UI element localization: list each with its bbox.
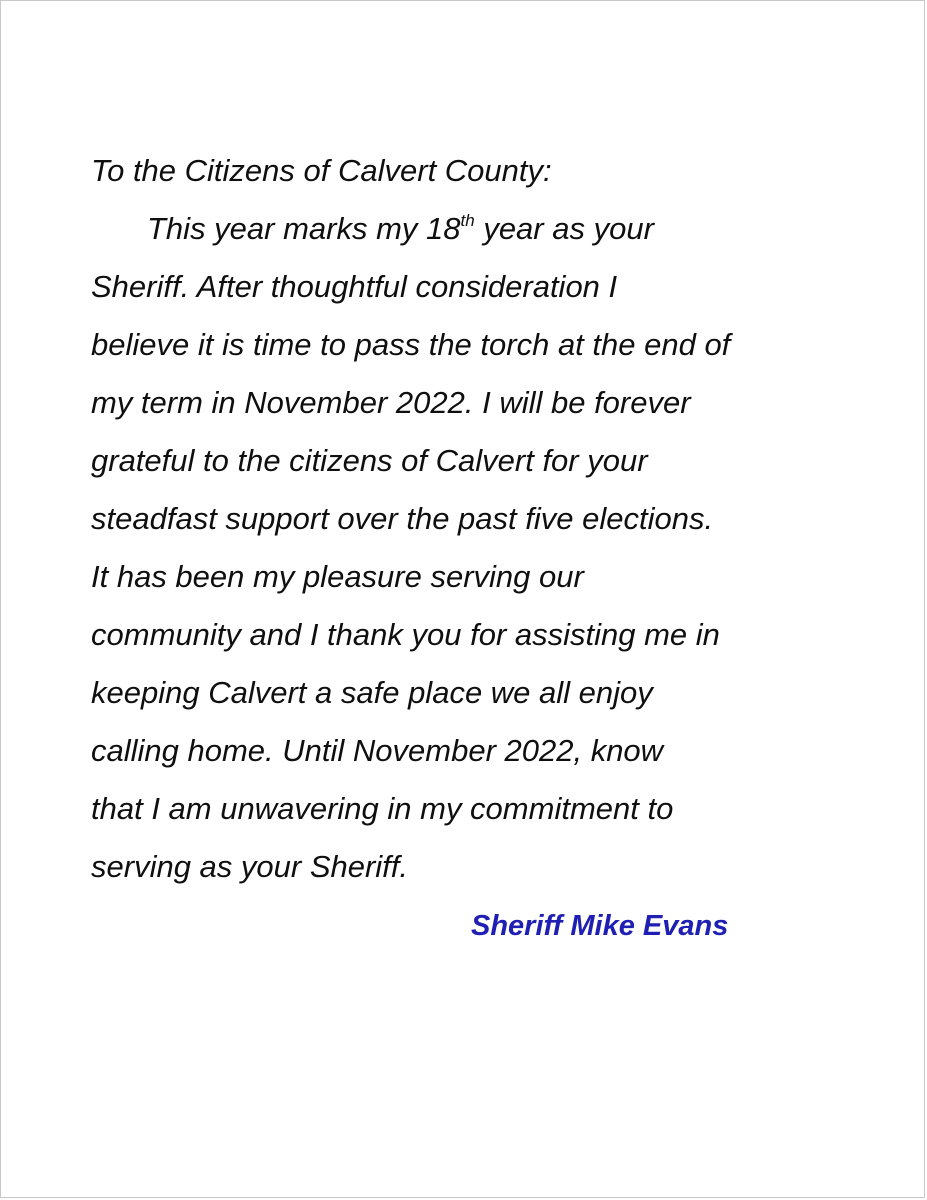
body-line: that I am unwavering in my commitment to — [91, 791, 674, 826]
body-line: serving as your Sheriff. — [91, 849, 409, 884]
salutation: To the Citizens of Calvert County: — [91, 153, 552, 188]
body-line: keeping Calvert a safe place we all enjoy — [91, 675, 653, 710]
body-line: community and I thank you for assisting me in — [91, 617, 720, 652]
ordinal-superscript: th — [460, 211, 475, 230]
first-line-text: This year marks my 18 — [147, 211, 461, 246]
body-line: calling home. Until November 2022, know — [91, 733, 664, 768]
signature: Sheriff Mike Evans — [471, 910, 729, 942]
body-line: believe it is time to pass the torch at the end of — [91, 327, 731, 362]
letter-body — [91, 142, 881, 896]
body-line: It has been my pleasure serving our — [91, 559, 584, 594]
first-line-text-end: year as your — [474, 211, 654, 246]
body-line: steadfast support over the past five elections. — [91, 501, 714, 536]
body-line: grateful to the citizens of Calvert for your — [91, 443, 648, 478]
body-line: Sheriff. After thoughtful consideration I — [91, 269, 618, 304]
body-line-first — [91, 200, 881, 258]
body-line: my term in November 2022. I will be forever — [91, 385, 691, 420]
